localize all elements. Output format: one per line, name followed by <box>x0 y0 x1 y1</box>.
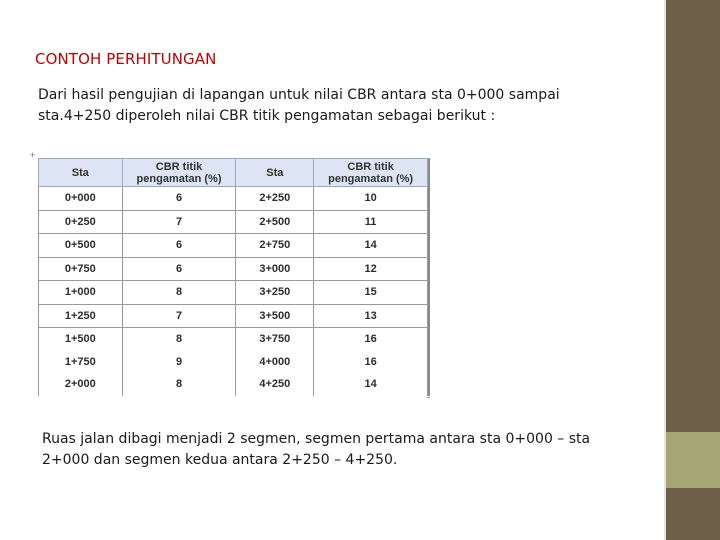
table-row <box>39 328 428 351</box>
cell-cbr-2: 14 <box>314 373 428 396</box>
cell-sta: 0+750 <box>39 257 123 281</box>
cbr-table-container <box>38 158 430 396</box>
cell-sta: 1+500 <box>39 328 123 351</box>
table-row <box>39 281 428 305</box>
anchor-marker: + <box>30 150 36 160</box>
cell-cbr-2: 13 <box>314 304 428 328</box>
table-row <box>39 351 428 374</box>
header-sta-2: Sta <box>236 159 314 187</box>
cell-cbr-2: 12 <box>314 257 428 281</box>
closing-paragraph <box>42 429 642 471</box>
cell-cbr: 6 <box>122 187 236 211</box>
cell-sta: 1+000 <box>39 281 123 305</box>
header-cbr-line-1: CBR titik <box>155 160 203 173</box>
header-sta: Sta <box>39 159 123 187</box>
cell-cbr: 7 <box>122 304 236 328</box>
header-cbr-line-2: pengamatan (%) <box>136 172 222 185</box>
table-corner-mark <box>427 397 430 398</box>
cell-cbr-2: 15 <box>314 281 428 305</box>
cell-cbr: 8 <box>122 373 236 396</box>
cell-sta-2: 2+250 <box>236 187 314 211</box>
header-cbr <box>122 159 236 187</box>
cell-cbr-2: 14 <box>314 234 428 258</box>
cell-sta: 0+000 <box>39 187 123 211</box>
cell-sta-2: 3+750 <box>236 328 314 351</box>
header-cbr2-line-1: CBR titik <box>347 160 394 173</box>
cell-sta-2: 2+500 <box>236 210 314 234</box>
cell-cbr: 6 <box>122 234 236 258</box>
cell-sta: 1+750 <box>39 351 123 374</box>
table-header-row <box>39 159 428 187</box>
table-row <box>39 234 428 258</box>
cell-cbr-2: 11 <box>314 210 428 234</box>
closing-line-2: 2+000 dan segmen kedua antara 2+250 – 4+250. <box>42 452 398 468</box>
cell-sta-2: 4+000 <box>236 351 314 374</box>
cell-sta: 0+250 <box>39 210 123 234</box>
header-cbr2-line-2: pengamatan (%) <box>328 172 414 185</box>
slide-title: CONTOH PERHITUNGAN <box>35 50 217 68</box>
cell-sta: 1+250 <box>39 304 123 328</box>
cell-cbr-2: 16 <box>314 351 428 374</box>
cell-cbr: 9 <box>122 351 236 374</box>
table-row <box>39 257 428 281</box>
intro-paragraph <box>38 85 638 127</box>
cell-cbr: 8 <box>122 281 236 305</box>
side-bar-accent-block <box>666 432 720 488</box>
cell-cbr: 6 <box>122 257 236 281</box>
table-row <box>39 210 428 234</box>
cell-cbr-2: 16 <box>314 328 428 351</box>
closing-line-1: Ruas jalan dibagi menjadi 2 segmen, segmen pertama antara sta 0+000 – sta <box>42 431 591 447</box>
cell-sta-2: 2+750 <box>236 234 314 258</box>
header-cbr-2 <box>314 159 428 187</box>
cell-sta: 2+000 <box>39 373 123 396</box>
intro-line-1: Dari hasil pengujian di lapangan untuk nilai CBR antara sta 0+000 sampai <box>38 87 560 103</box>
cell-cbr: 8 <box>122 328 236 351</box>
cell-cbr: 7 <box>122 210 236 234</box>
cell-sta-2: 4+250 <box>236 373 314 396</box>
cell-cbr-2: 10 <box>314 187 428 211</box>
table-row <box>39 373 428 396</box>
intro-line-2: sta.4+250 diperoleh nilai CBR titik pengamatan sebagai berikut : <box>38 108 496 124</box>
cbr-table <box>38 158 428 396</box>
cell-sta-2: 3+500 <box>236 304 314 328</box>
table-row <box>39 187 428 211</box>
cell-sta: 0+500 <box>39 234 123 258</box>
cell-sta-2: 3+000 <box>236 257 314 281</box>
table-row <box>39 304 428 328</box>
cell-sta-2: 3+250 <box>236 281 314 305</box>
